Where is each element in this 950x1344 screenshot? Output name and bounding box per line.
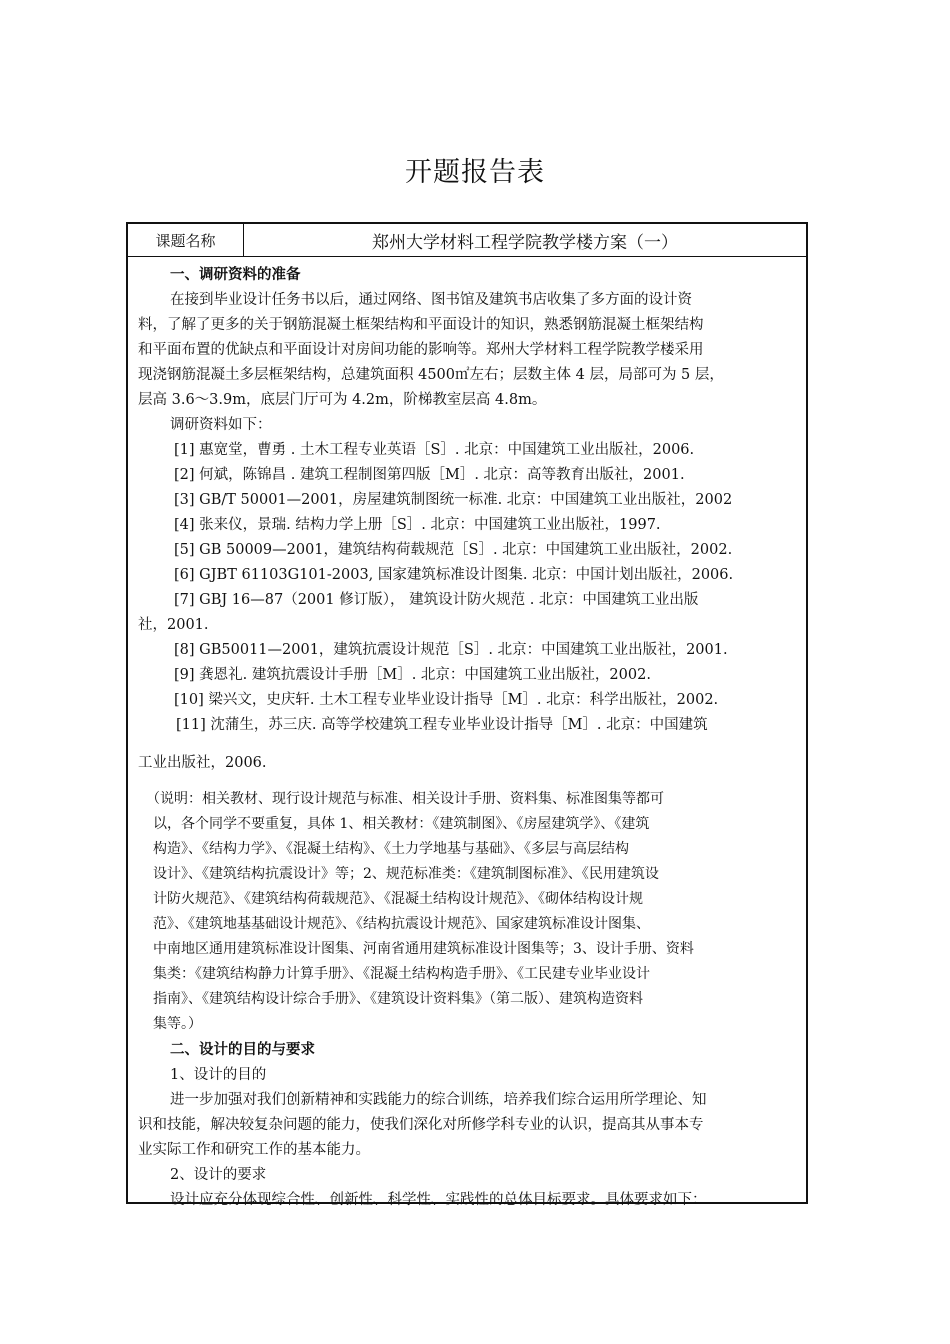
reference-item: 社，2001.	[138, 617, 209, 633]
reference-item: [3] GB/T 50001—2001，房屋建筑制图统一标准. 北京：中国建筑工业出版社，2002	[174, 492, 733, 508]
topic-label: 课题名称	[128, 224, 244, 256]
purpose-line: 进一步加强对我们创新精神和实践能力的综合训练，培养我们综合运用所学理论、知	[170, 1092, 707, 1108]
note-line: 中南地区通用建筑标准设计图集、河南省通用建筑标准设计图集等；3、设计手册、资料	[153, 941, 694, 957]
requirement-line: 设计应充分体现综合性、创新性、科学性、实践性的总体目标要求。具体要求如下：	[170, 1192, 707, 1208]
intro-line: 层高 3.6～3.9m，底层门厅可为 4.2m，阶梯教室层高 4.8m。	[138, 392, 547, 408]
note-line: 设计》、《建筑结构抗震设计》等；2、规范标准类：《建筑制图标准》、《民用建筑设	[153, 866, 659, 882]
reference-item: [6] GJBT 61103G101-2003, 国家建筑标准设计图集. 北京：中国计划出版社，2006.	[174, 567, 734, 583]
section2-heading: 二、设计的目的与要求	[170, 1042, 315, 1058]
reference-item: [2] 何斌，陈锦昌 . 建筑工程制图第四版［M］. 北京：高等教育出版社，2001.	[174, 467, 685, 483]
note-line: 集等。）	[153, 1016, 202, 1032]
purpose-line: 业实际工作和研究工作的基本能力。	[138, 1142, 370, 1158]
reference-item: [11] 沈蒲生，苏三庆. 高等学校建筑工程专业毕业设计指导［M］. 北京：中国建筑	[176, 717, 708, 733]
reference-item: [8] GB50011—2001，建筑抗震设计规范［S］. 北京：中国建筑工业出版社，2001.	[174, 642, 728, 658]
reference-item: [9] 龚恩礼. 建筑抗震设计手册［M］. 北京：中国建筑工业出版社，2002.	[174, 667, 651, 683]
intro-line: 和平面布置的优缺点和平面设计对房间功能的影响等。郑州大学材料工程学院教学楼采用	[138, 342, 704, 358]
reference-item: [1] 惠宽堂，曹勇 . 土木工程专业英语［S］. 北京：中国建筑工业出版社，2006.	[174, 442, 695, 458]
note-line: 集类：《建筑结构静力计算手册》、《混凝土结构构造手册》、《工民建专业毕业设计	[153, 966, 650, 982]
note-line: 构造》、《结构力学》、《混凝土结构》、《土力学地基与基础》、《多层与高层结构	[153, 841, 629, 857]
purpose-line: 识和技能，解决较复杂问题的能力，使我们深化对所修学科专业的认识，提高其从事本专	[138, 1117, 704, 1133]
intro-line: 现浇钢筋混凝土多层框架结构，总建筑面积 4500㎡左右；层数主体 4 层，局部可为 5 层，	[138, 367, 724, 383]
topic-row	[128, 224, 806, 257]
section1-heading: 一、调研资料的准备	[170, 267, 301, 283]
reference-item: [10] 梁兴文，史庆轩. 土木工程专业毕业设计指导［M］. 北京：科学出版社，2002.	[174, 692, 719, 708]
note-line: 以，各个同学不要重复，具体 1、相关教材：《建筑制图》、《房屋建筑学》、《建筑	[153, 816, 650, 832]
note-line: 范》、《建筑地基基础设计规范》、《结构抗震设计规范》、国家建筑标准设计图集、	[153, 916, 650, 932]
topic-value: 郑州大学材料工程学院教学楼方案（一）	[372, 232, 678, 253]
note-line: 计防火规范》、《建筑结构荷载规范》、《混凝土结构设计规范》、《砌体结构设计规	[153, 891, 643, 907]
reference-item: [5] GB 50009—2001，建筑结构荷载规范［S］. 北京：中国建筑工业出版社，2002.	[174, 542, 733, 558]
purpose-subheading: 1、设计的目的	[170, 1067, 267, 1083]
intro-line: 在接到毕业设计任务书以后，通过网络、图书馆及建筑书店收集了多方面的设计资	[170, 292, 692, 308]
page-title: 开题报告表	[405, 157, 545, 188]
intro-line: 料，了解了更多的关于钢筋混凝土框架结构和平面设计的知识，熟悉钢筋混凝土框架结构	[138, 317, 704, 333]
report-form	[126, 222, 808, 1208]
reference-item: [4] 张来仪，景瑞. 结构力学上册［S］. 北京：中国建筑工业出版社，1997.	[174, 517, 661, 533]
requirement-subheading: 2、设计的要求	[170, 1167, 267, 1183]
note-line: 指南》、《建筑结构设计综合手册》、《建筑设计资料集》（第二版）、建筑构造资料	[153, 991, 643, 1007]
refs-label: 调研资料如下：	[170, 417, 272, 433]
note-line: （说明：相关教材、现行设计规范与标准、相关设计手册、资料集、标准图集等都可	[146, 791, 664, 807]
reference-item: 工业出版社，2006.	[138, 755, 267, 771]
reference-item: [7] GBJ 16—87（2001 修订版）， 建筑设计防火规范 . 北京：中国建筑工业出版	[174, 592, 699, 608]
